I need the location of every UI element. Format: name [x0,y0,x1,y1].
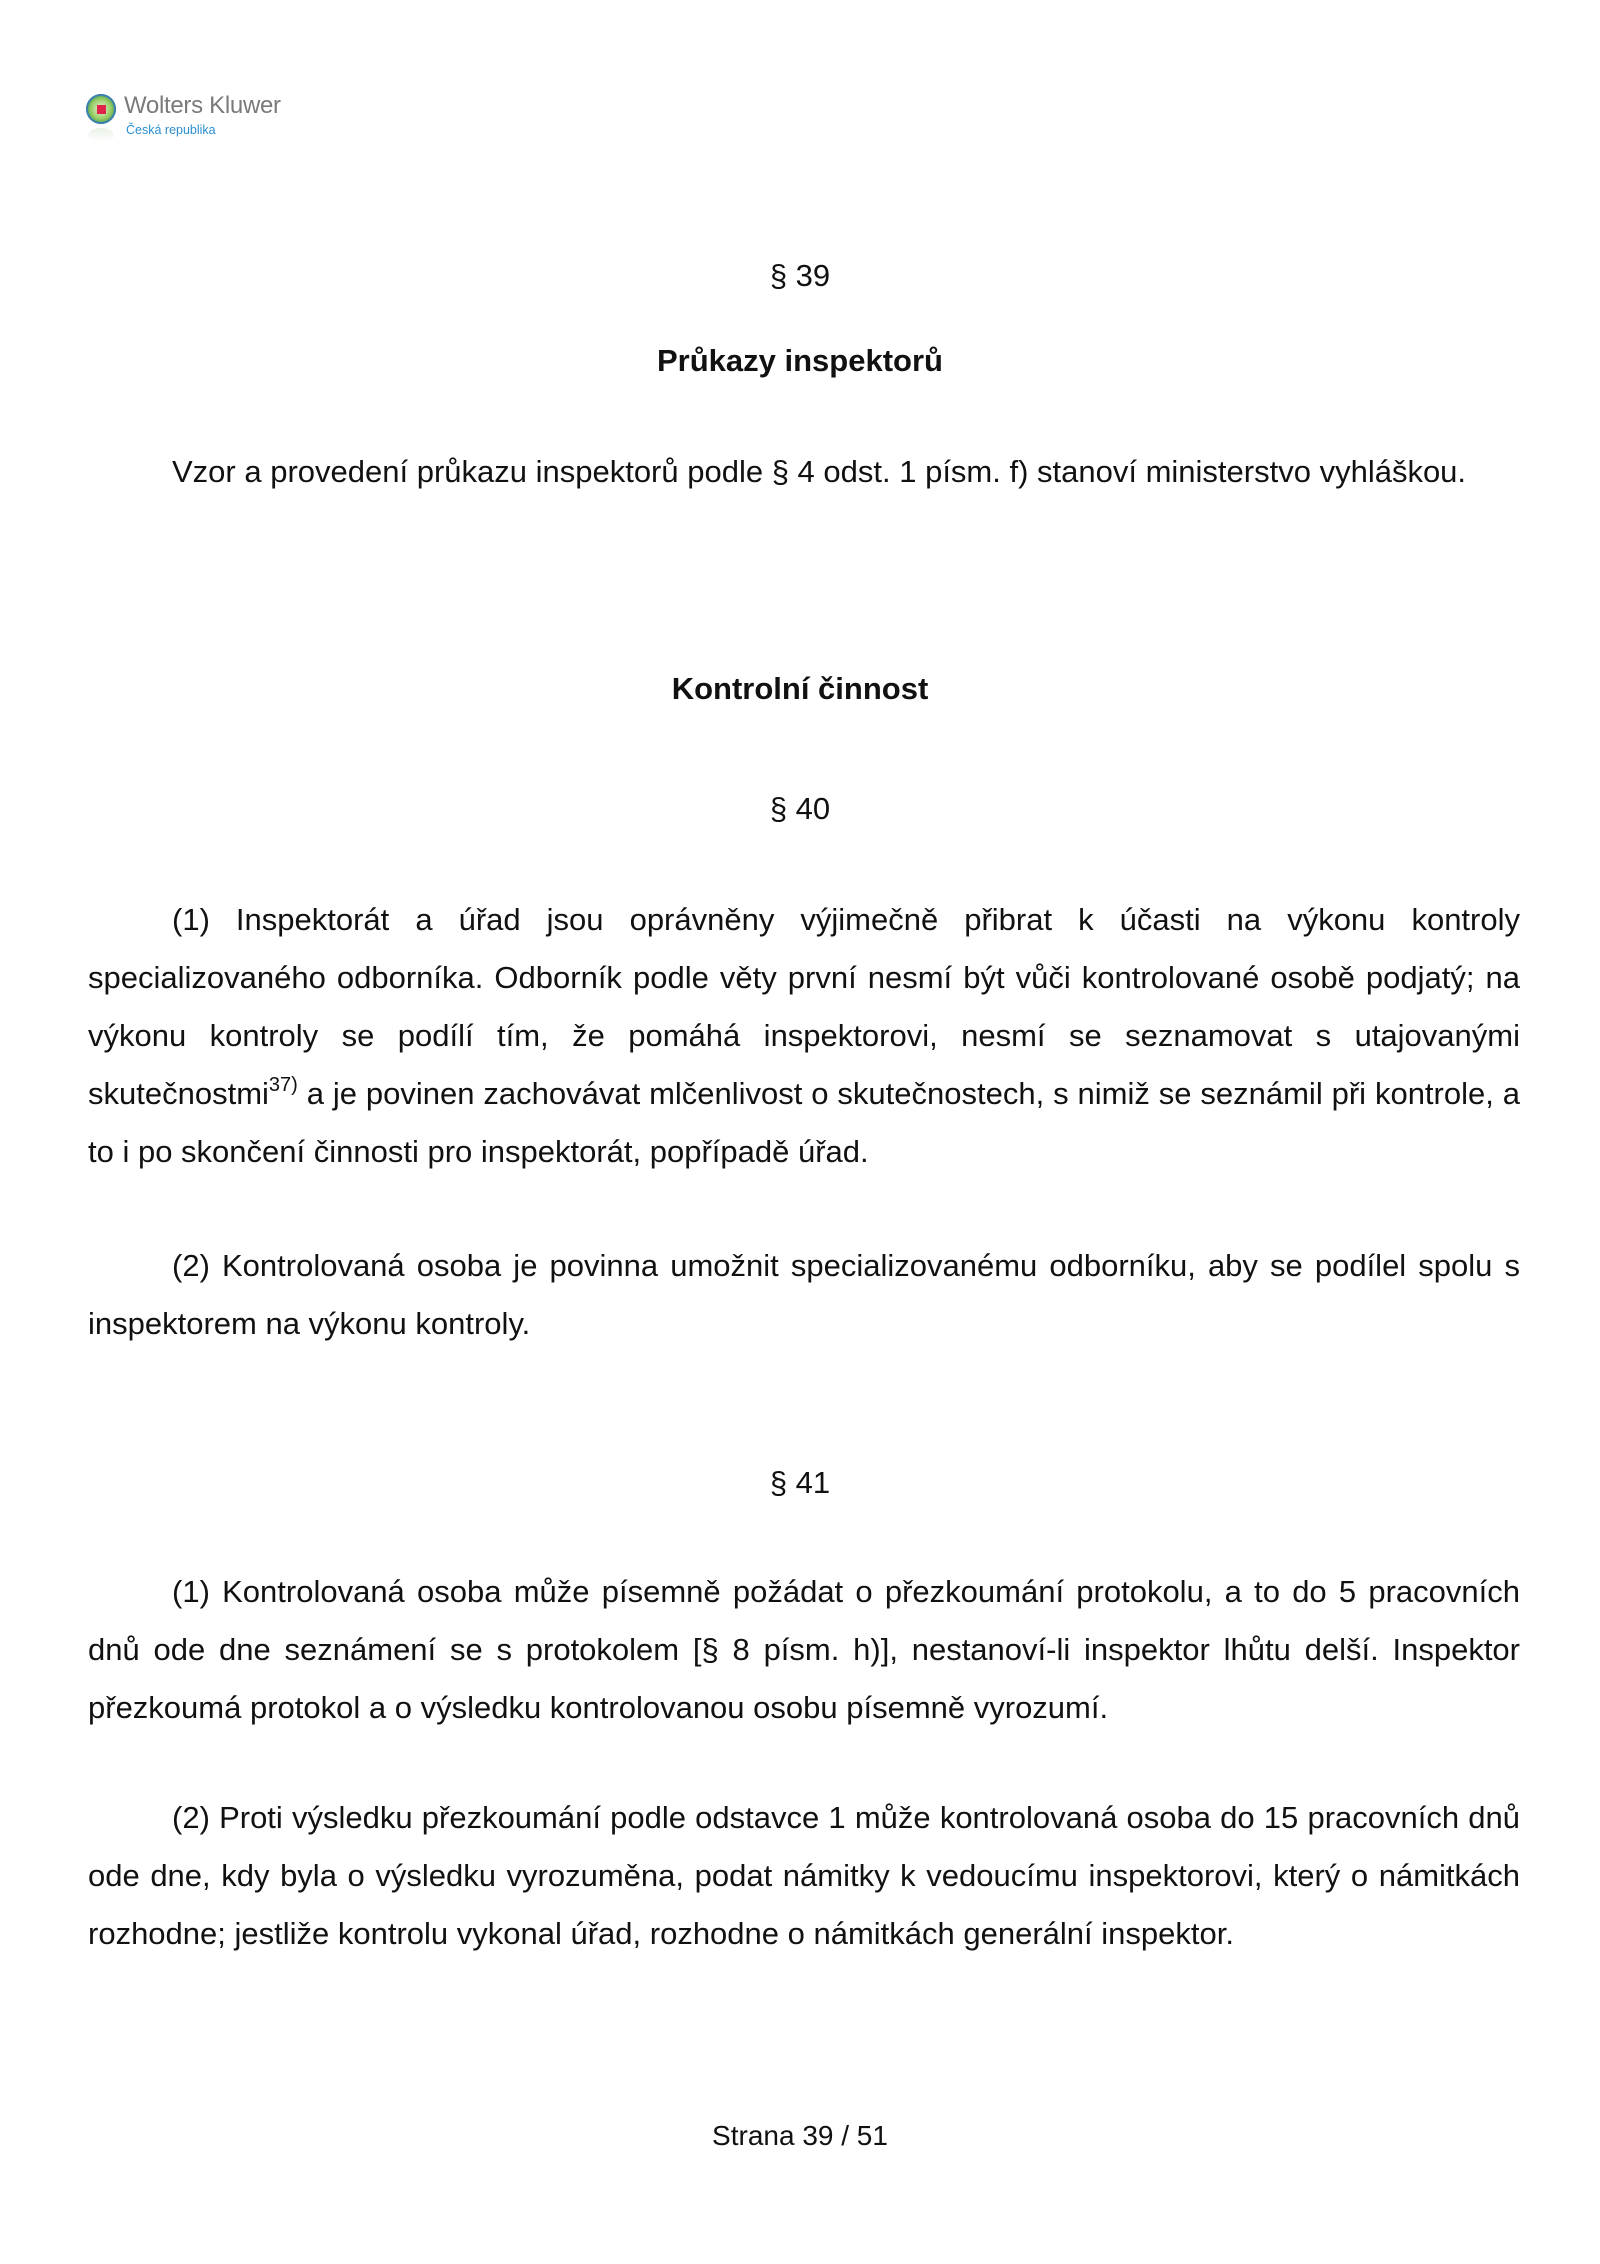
paragraph-41-1: (1) Kontrolovaná osoba může písemně požádat o přezkoumání protokolu, a to do 5 pracovních dnů ode dne seznámení se s protokolem [§ 8 písm. h)], nestanoví-li inspektor lhůtu delší. Inspektor přezkoumá protokol a o výsledku kontrolovanou osobu písemně vyrozumí. [88,1574,1520,1725]
page-number: Strana 39 / 51 [712,2120,888,2151]
publisher-logo [84,90,304,150]
paragraph-40-1-text-cont: a je povinen zachovávat mlčenlivost o skutečnostech, s nimiž se seznámil při kontrole, a to i po skončení činnosti pro inspektorát, popřípadě úřad. [88,1076,1520,1169]
globe-icon [86,94,116,124]
section-number-39: § 39 [769,258,831,293]
paragraph-40-1 [88,891,1520,1181]
paragraph-39: Vzor a provedení průkazu inspektorů podle § 4 odst. 1 písm. f) stanoví ministerstvo vyhláškou. [172,454,1467,489]
logo-name: Wolters Kluwer [124,92,281,119]
logo-subtitle: Česká republika [126,123,216,137]
logo-reflection [88,128,114,142]
section-number-41: § 41 [769,1465,831,1500]
footnote-ref-37[interactable]: 37) [268,1073,298,1096]
paragraph-40-2: (2) Kontrolovaná osoba je povinna umožnit specializovanému odborníku, aby se podílel spolu s inspektorem na výkonu kontroly. [88,1248,1520,1341]
part-title: Kontrolní činnost [671,671,929,706]
section-number-40: § 40 [769,791,831,826]
section-title-39: Průkazy inspektorů [657,343,943,378]
paragraph-40-1-text: (1) Inspektorát a úřad jsou oprávněny výjimečně přibrat k účasti na výkonu kontroly specializovaného odborníka. Odborník podle věty první nesmí být vůči kontrolované osobě podjatý; na výkonu kontroly se podílí tím, že pomáhá inspektorovi, nesmí se seznamovat s utajovanými skutečnostmi [88,902,1520,1111]
paragraph-41-2: (2) Proti výsledku přezkoumání podle odstavce 1 může kontrolovaná osoba do 15 pracovních dnů ode dne, kdy byla o výsledku vyrozuměna, podat námitky k vedoucímu inspektorovi, který o námitkách rozhodne; jestliže kontrolu vykonal úřad, rozhodne o námitkách generální inspektor. [88,1800,1520,1951]
